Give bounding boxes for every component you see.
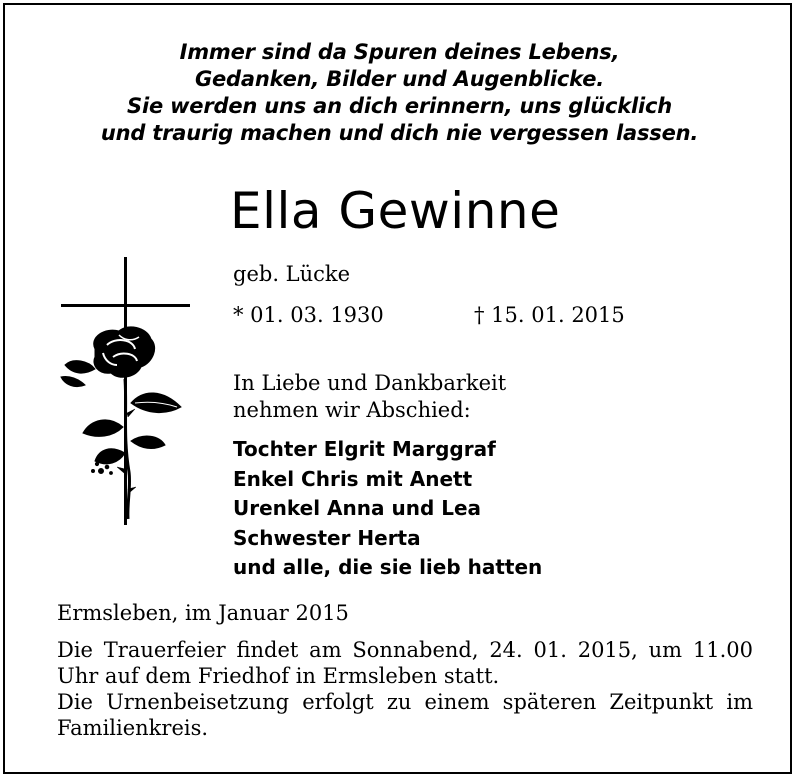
funeral-info: Die Trauerfeier findet am Sonnabend, 24. 01. 2015, um 11.00 Uhr auf dem Friedhof in Ermsleben statt. [57, 638, 753, 688]
cross-with-rose [55, 257, 190, 527]
death-date: † 15. 01. 2015 [474, 303, 625, 327]
deceased-name: Ella Gewinne [230, 182, 561, 240]
funeral-details [57, 637, 753, 741]
mourner: Urenkel Anna und Lea [233, 496, 482, 520]
mourner: Tochter Elgrit Marggraf [233, 437, 496, 461]
mourner: Enkel Chris mit Anett [233, 466, 473, 491]
poem-line: Sie werden uns an dich erinnern, uns glücklich [127, 94, 672, 118]
poem-line: Gedanken, Bilder und Augenblicke. [194, 67, 605, 91]
place-and-date: Ermsleben, im Januar 2015 [57, 601, 349, 625]
birth-name: geb. Lücke [233, 262, 351, 286]
urn-info: Die Urnenbeisetzung erfolgt zu einem späteren Zeitpunkt im Familienkreis. [57, 690, 753, 740]
memorial-poem [5, 39, 794, 147]
mourner: Schwester Herta [233, 525, 421, 550]
mourners-list [233, 435, 542, 583]
poem-line: Immer sind da Spuren deines Lebens, [179, 40, 620, 64]
rose-icon [61, 327, 181, 519]
intro-line: nehmen wir Abschied: [233, 398, 471, 422]
obituary-notice [3, 3, 792, 774]
farewell-intro [233, 370, 506, 424]
birth-date: * 01. 03. 1930 [233, 303, 384, 327]
mourner: und alle, die sie lieb hatten [233, 555, 543, 579]
poem-line: und traurig machen und dich nie vergessen lassen. [100, 121, 699, 145]
intro-line: In Liebe und Dankbarkeit [233, 371, 507, 395]
